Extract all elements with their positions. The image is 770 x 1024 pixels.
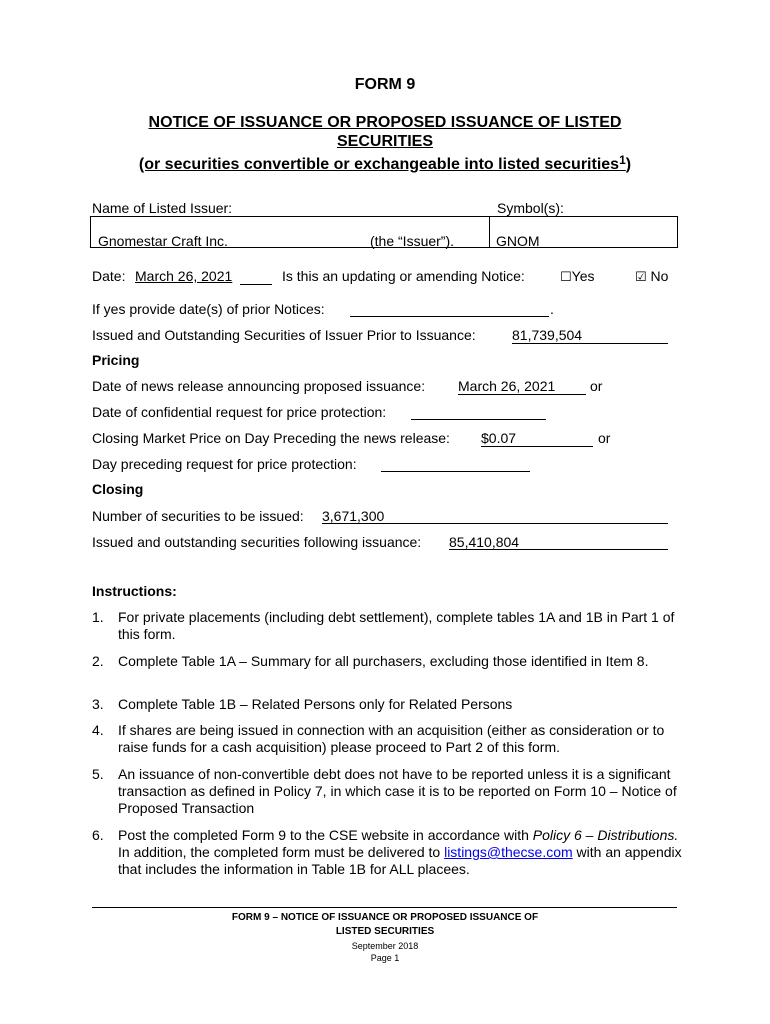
amend-question: Is this an updating or amending Notice: bbox=[282, 268, 525, 284]
instructions-heading: Instructions: bbox=[92, 583, 177, 599]
news-release-value: March 26, 2021 bbox=[458, 378, 556, 394]
form-title: FORM 9 bbox=[354, 76, 416, 93]
prior-notices-label: If yes provide date(s) of prior Notices: bbox=[92, 301, 325, 317]
instruction-item-1: 1. For private placements (including debt settlement), complete tables 1A and 1B in Part 1 of this form. bbox=[92, 609, 675, 642]
no-checkbox-checked-icon[interactable]: ☑ bbox=[635, 270, 647, 285]
closing-price-value: $0.07 bbox=[481, 430, 517, 446]
day-preceding-field[interactable] bbox=[381, 471, 530, 472]
form-subtitle: NOTICE OF ISSUANCE OR PROPOSED ISSUANCE OF LISTED SECURITIES bbox=[148, 114, 622, 150]
no-option[interactable]: ☑ No bbox=[635, 268, 669, 285]
instruction-item-5: 5. An issuance of non-convertible debt does not have to be reported unless it is a significant transaction as defined in Policy 7, in which case it is to be reported on Form 10 – Notice of Proposed Transaction bbox=[92, 766, 677, 816]
the-issuer-text: (the “Issuer”). bbox=[370, 233, 455, 249]
policy-6-reference: Policy 6 – Distributions. bbox=[532, 827, 679, 843]
closing-price-label: Closing Market Price on Day Preceding the news release: bbox=[92, 430, 450, 446]
confidential-request-label: Date of confidential request for price protection: bbox=[92, 404, 387, 420]
symbol-value: GNOM bbox=[496, 233, 540, 249]
closing-price-or: or bbox=[598, 430, 611, 446]
following-issuance-value: 85,410,804 bbox=[449, 534, 520, 550]
following-issuance-label: Issued and outstanding securities following issuance: bbox=[92, 534, 422, 550]
outstanding-prior-value: 81,739,504 bbox=[512, 327, 583, 343]
footnote-marker: 1 bbox=[619, 153, 626, 167]
following-issuance-underline bbox=[449, 549, 668, 550]
instruction-item-6: 6. Post the completed Form 9 to the CSE website in accordance with Policy 6 – Distributions. In addition, the completed form must be delivered to listings@thecse.com with an appendix that includes the information in Table 1B for ALL placees. bbox=[92, 827, 682, 877]
prior-notices-period: . bbox=[550, 301, 554, 317]
date-value: March 26, 2021 bbox=[135, 268, 233, 284]
yes-checkbox-icon[interactable]: ☐ bbox=[560, 270, 572, 285]
confidential-request-field[interactable] bbox=[411, 419, 546, 420]
number-issued-value: 3,671,300 bbox=[322, 508, 385, 524]
instruction-item-4: 4. If shares are being issued in connection with an acquisition (either as consideration or to raise funds for a cash acquisition) please proceed to Part 2 of this form. bbox=[92, 722, 665, 755]
outstanding-prior-label: Issued and Outstanding Securities of Issuer Prior to Issuance: bbox=[92, 327, 476, 343]
form-subtitle-convertible: (or securities convertible or exchangeable into listed securities$^1$) bbox=[138, 153, 632, 173]
symbol-label: Symbol(s): bbox=[497, 200, 564, 216]
footer-rule bbox=[92, 907, 677, 908]
issuer-box-divider bbox=[489, 217, 490, 247]
pricing-heading: Pricing bbox=[92, 352, 140, 368]
number-issued-label: Number of securities to be issued: bbox=[92, 508, 304, 524]
instruction-item-2: 2. Complete Table 1A – Summary for all purchasers, excluding those identified in Item 8. bbox=[92, 653, 649, 669]
listings-email-link[interactable]: listings@thecse.com bbox=[444, 844, 573, 860]
issuer-name-label: Name of Listed Issuer: bbox=[92, 200, 233, 216]
footer-page-number: Page 1 bbox=[370, 953, 400, 963]
date-label: Date: bbox=[92, 268, 126, 284]
footer-title-line2: LISTED SECURITIES bbox=[335, 926, 435, 937]
news-release-or: or bbox=[590, 378, 603, 394]
news-release-underline bbox=[458, 394, 586, 395]
outstanding-prior-underline bbox=[512, 343, 668, 344]
number-issued-underline bbox=[322, 523, 668, 524]
footer-date: September 2018 bbox=[351, 941, 419, 951]
closing-price-underline bbox=[481, 446, 593, 447]
footer-title-line1: FORM 9 – NOTICE OF ISSUANCE OR PROPOSED ISSUANCE OF bbox=[231, 912, 539, 923]
news-release-label: Date of news release announcing proposed issuance: bbox=[92, 378, 426, 394]
issuer-name-value: Gnomestar Craft Inc. bbox=[98, 233, 228, 249]
day-preceding-label: Day preceding request for price protection: bbox=[92, 456, 357, 472]
instruction-item-3: 3. Complete Table 1B – Related Persons only for Related Persons bbox=[92, 696, 513, 712]
prior-notices-field[interactable] bbox=[350, 316, 549, 317]
yes-option[interactable]: ☐Yes bbox=[560, 268, 595, 285]
date-underline bbox=[240, 284, 272, 285]
closing-heading: Closing bbox=[92, 481, 144, 497]
